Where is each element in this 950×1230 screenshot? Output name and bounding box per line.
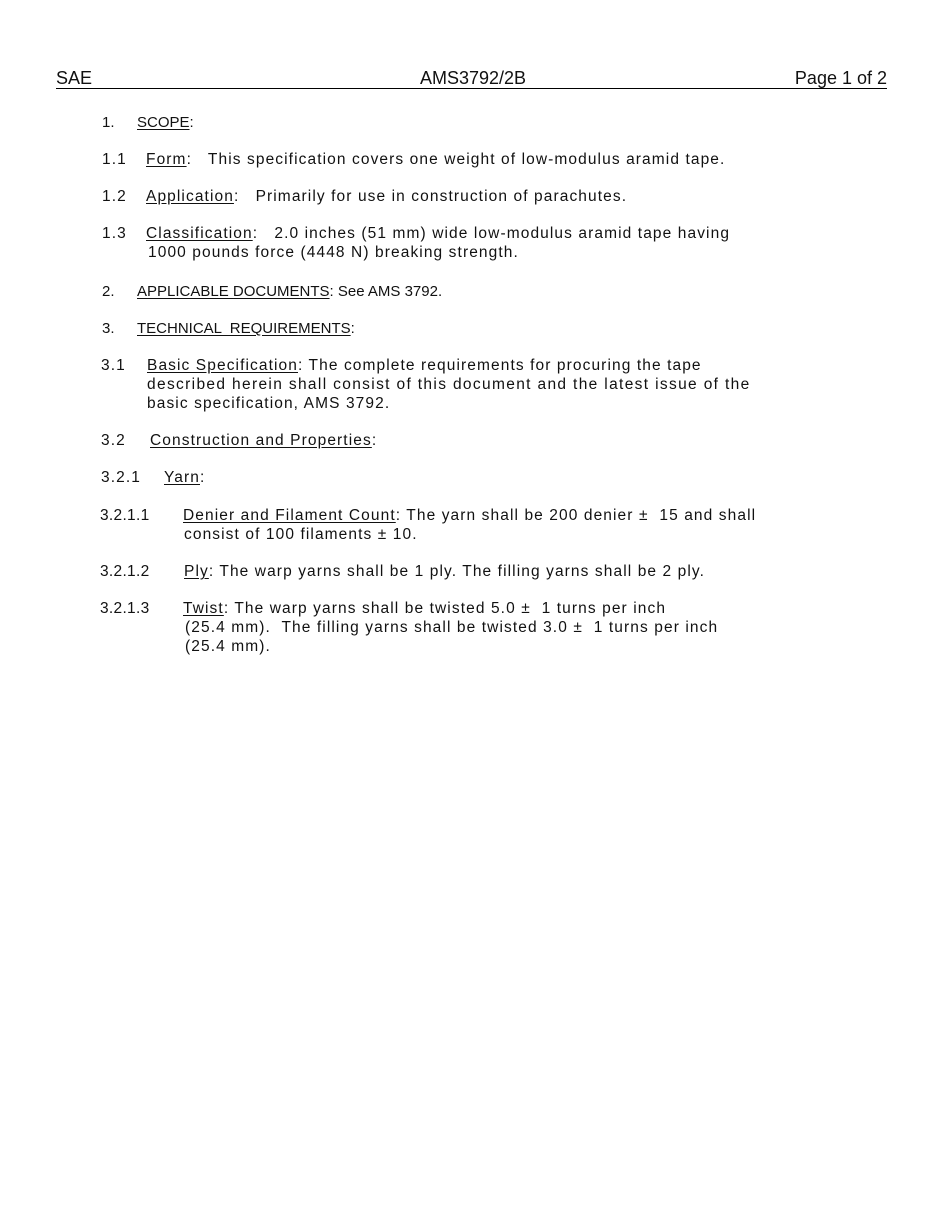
section-number: 1. — [102, 114, 115, 131]
section-number: 1.1 — [102, 151, 127, 168]
section-text: : See AMS 3792. — [329, 283, 443, 300]
section-number: 3.2.1.1 — [100, 507, 150, 524]
section-text-continued: 1000 pounds force (4448 N) breaking strength. — [148, 244, 519, 261]
section-text: : 2.0 inches (51 mm) wide low-modulus aramid tape having — [252, 225, 731, 242]
section-text: : The yarn shall be 200 denier ± 15 and shall — [395, 507, 757, 524]
section-number: 3.1 — [101, 357, 126, 374]
section-number: 3.2.1 — [101, 469, 141, 486]
section-1-3-classification — [102, 224, 822, 264]
section-text-continued: basic specification, AMS 3792. — [147, 395, 391, 412]
section-title: TECHNICAL REQUIREMENTS — [137, 320, 351, 337]
section-title: Ply — [184, 563, 209, 580]
section-text: : The warp yarns shall be twisted 5.0 ± 1 turns per inch — [223, 600, 667, 617]
section-number: 3.2 — [101, 432, 126, 449]
header-doc-number: AMS3792/2B — [420, 68, 527, 88]
section-title: Classification — [146, 225, 253, 242]
section-text-continued: described herein shall consist of this document and the latest issue of the — [147, 376, 751, 393]
section-number: 3. — [102, 320, 115, 337]
section-title: Construction and Properties — [150, 432, 372, 449]
section-title: Yarn — [164, 469, 200, 486]
section-title: Form — [146, 151, 187, 168]
section-text-continued: (25.4 mm). — [185, 638, 271, 655]
section-3-2-1-1-denier — [100, 506, 850, 546]
section-text: : This specification covers one weight of low-modulus aramid tape. — [186, 151, 726, 168]
section-text: : The complete requirements for procuring the tape — [298, 357, 702, 374]
header-page-number: Page 1 of 2 — [794, 68, 887, 88]
section-3-2-1-3-twist — [100, 599, 850, 659]
section-number: 2. — [102, 283, 115, 300]
section-text-continued: consist of 100 filaments ± 10. — [184, 526, 418, 543]
section-number: 1.3 — [102, 225, 127, 242]
section-number: 3.2.1.2 — [100, 563, 150, 580]
section-text-continued: (25.4 mm). The filling yarns shall be twisted 3.0 ± 1 turns per inch — [185, 619, 719, 636]
section-3-1-basic-specification — [101, 356, 851, 416]
section-title: Application — [146, 188, 234, 205]
section-text: : Primarily for use in construction of parachutes. — [233, 188, 628, 205]
section-title: SCOPE — [137, 114, 190, 131]
section-title: APPLICABLE DOCUMENTS — [137, 283, 330, 300]
section-title: Twist — [183, 600, 224, 617]
section-title: Basic Specification — [147, 357, 298, 374]
section-number: 1.2 — [102, 188, 127, 205]
header-org: SAE — [56, 68, 93, 88]
section-title: Denier and Filament Count — [183, 507, 396, 524]
section-number: 3.2.1.3 — [100, 600, 150, 617]
section-text: : The warp yarns shall be 1 ply. The filling yarns shall be 2 ply. — [208, 563, 706, 580]
page-header — [56, 68, 887, 89]
